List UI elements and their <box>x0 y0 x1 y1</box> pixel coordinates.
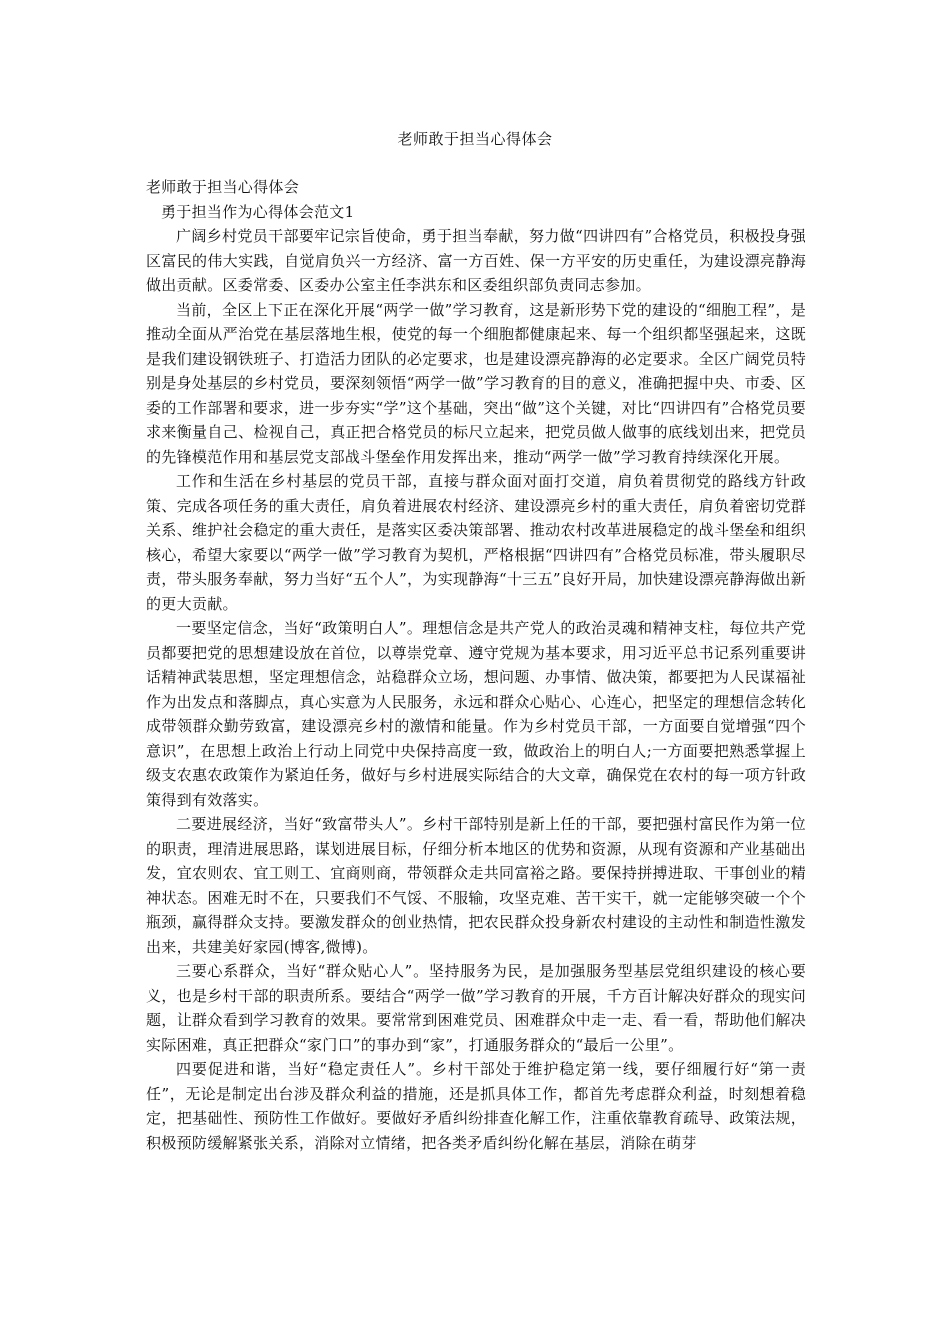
paragraph: 四要促进和谐，当好“稳定责任人”。乡村干部处于维护稳定第一线，要仔细履行好“第一责任”，无论是制定出台涉及群众利益的措施，还是抓具体工作，都首先考虑群众利益，时刻想着稳定，把基础性、预防性工作做好。要做好矛盾纠纷排查化解工作，注重依靠教育疏导、政策法规，积极预防缓解紧张关系，消除对立情绪，把各类矛盾纠纷化解在基层，消除在萌芽 <box>146 1060 806 1152</box>
paragraph: 当前，全区上下正在深化开展“两学一做”学习教育，这是新形势下党的建设的“细胞工程”，是推动全面从严治党在基层落地生根，使党的每一个细胞都健康起来、每一个组织都坚强起来，这既是我们建设钢铁班子、打造活力团队的必定要求，也是建设漂亮静海的必定要求。全区广阔党员特别是身处基层的乡村党员，要深刻领悟“两学一做”学习教育的目的意义，准确把握中央、市委、区委的工作部署和要求，进一步夯实“学”这个基础，突出“做”这个关键，对比“四讲四有”合格党员要求来衡量自己、检视自己，真正把合格党员的标尺立起来，把党员做人做事的底线划出来，把党员的先锋模范作用和基层党支部战斗堡垒作用发挥出来，推动“两学一做”学习教育持续深化开展。 <box>146 300 806 466</box>
document-title: 老师敢于担当心得体会 <box>397 130 553 148</box>
paragraph: 一要坚定信念，当好“政策明白人”。理想信念是共产党人的政治灵魂和精神支柱，每位共产党员都要把党的思想建设放在首位，以尊崇党章、遵守党规为基本要求，用习近平总书记系列重要讲话精神武装思想，坚定理想信念，站稳群众立场，想问题、办事情、做决策，都要把为人民谋福祉作为出发点和落脚点，真心实意为人民服务，永远和群众心贴心、心连心，把坚定的理想信念转化成带领群众勤劳致富，建设漂亮乡村的激情和能量。作为乡村党员干部，一方面要自觉增强“四个意识”，在思想上政治上行动上同党中央保持高度一致，做政治上的明白人;一方面要把熟悉掌握上级支农惠农政策作为紧迫任务，做好与乡村进展实际结合的大文章，确保党在农村的每一项方针政策得到有效落实。 <box>146 619 806 809</box>
document-body <box>146 175 806 1155</box>
body-subheading: 勇于担当作为心得体会范文1 <box>161 202 355 221</box>
paragraph: 二要进展经济，当好“致富带头人”。乡村干部特别是新上任的干部，要把强村富民作为第一位的职责，理清进展思路，谋划进展目标，仔细分析本地区的优势和资源，从现有资源和产业基础出发，宜农则农、宜工则工、宜商则商，带领群众走共同富裕之路。要保持拼搏进取、干事创业的精神状态。困难无时不在，只要我们不气馁、不服输，攻坚克难、苦干实干，就一定能够突破一个个瓶颈，赢得群众支持。要激发群众的创业热情，把农民群众投身新农村建设的主动性和制造性激发出来，共建美好家园(博客,微博)。 <box>146 815 806 956</box>
paragraph: 工作和生活在乡村基层的党员干部，直接与群众面对面打交道，肩负着贯彻党的路线方针政策、完成各项任务的重大责任，肩负着进展农村经济、建设漂亮乡村的重大责任，肩负着密切党群关系、维护社会稳定的重大责任，是落实区委决策部署、推动农村改革进展稳定的战斗堡垒和组织核心，希望大家要以“两学一做”学习教育为契机，严格根据“四讲四有”合格党员标准，带头履职尽责，带头服务奉献，努力当好“五个人”，为实现静海“十三五”良好开局，加快建设漂亮静海做出新的更大贡献。 <box>146 472 806 613</box>
paragraph: 广阔乡村党员干部要牢记宗旨使命，勇于担当奉献，努力做“四讲四有”合格党员，积极投身强区富民的伟大实践，自觉肩负兴一方经济、富一方百姓、保一方平安的历史重任，为建设漂亮静海做出贡献。区委常委、区委办公室主任李洪东和区委组织部负责同志参加。 <box>146 227 806 294</box>
body-heading: 老师敢于担当心得体会 <box>146 178 300 196</box>
paragraph: 三要心系群众，当好“群众贴心人”。坚持服务为民，是加强服务型基层党组织建设的核心要义，也是乡村干部的职责所系。要结合“两学一做”学习教育的开展，千方百计解决好群众的现实问题，让群众看到学习教育的效果。要常常到困难党员、困难群众中走一走、看一看，帮助他们解决实际困难，真正把群众“家门口”的事办到“家”，打通服务群众的“最后一公里”。 <box>146 962 806 1054</box>
